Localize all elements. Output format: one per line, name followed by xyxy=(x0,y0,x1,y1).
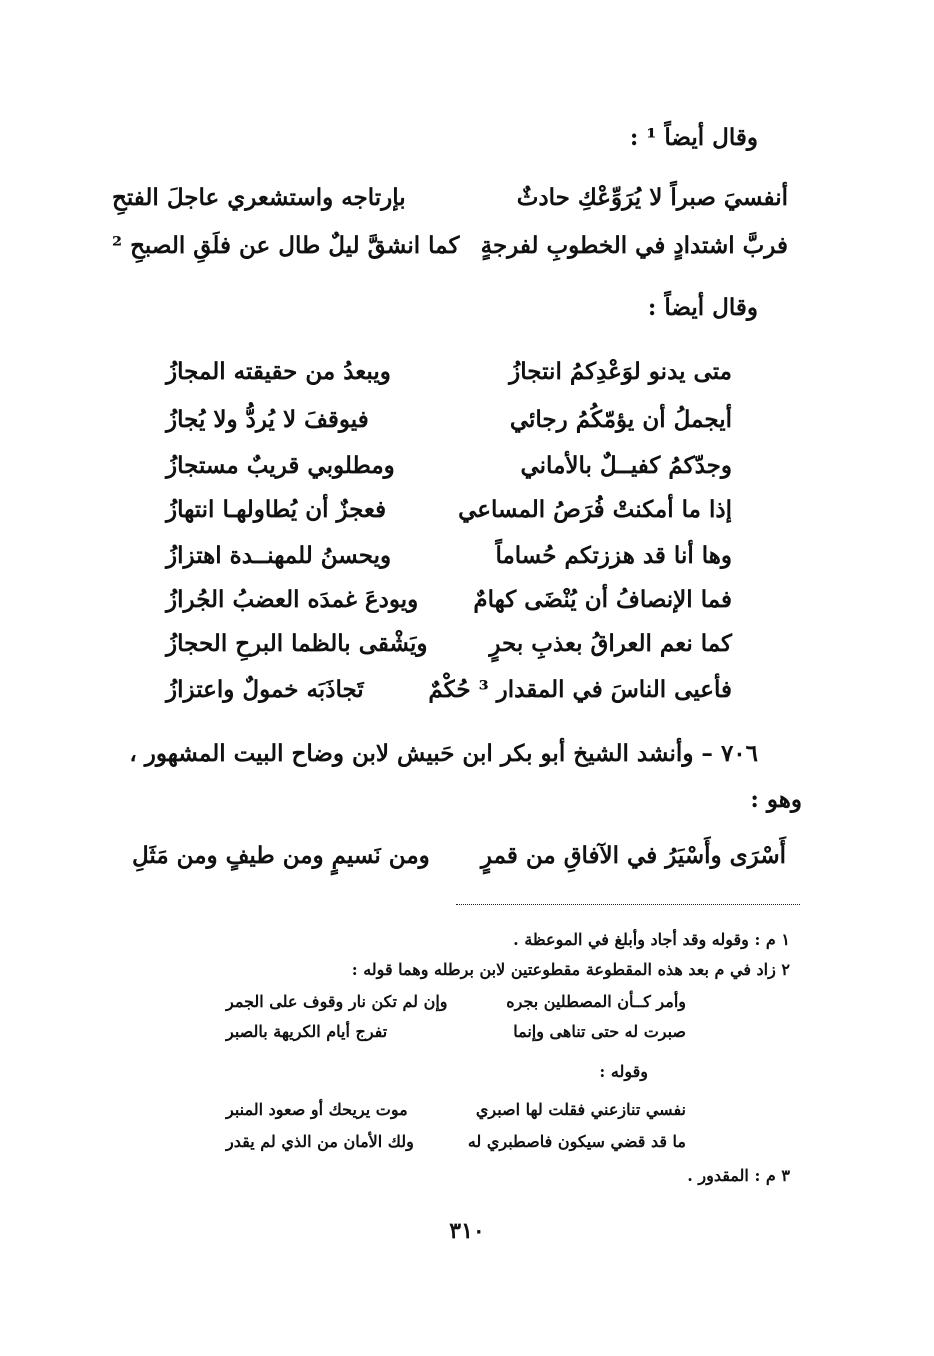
footnote-2-verse-3-right: نفسي تنازعني فقلت لها اصبري xyxy=(475,1100,686,1119)
verse-4-right: أيجملُ أن يؤمّكُمُ رجائي xyxy=(509,406,732,433)
footnote-2-verse-1-left: وإن لم تكن نار وقوف على الجمر xyxy=(226,992,448,1011)
verse-9-right: كما نعم العراقُ بعذبِ بحرٍ xyxy=(489,630,732,657)
footnote-2-verse-1-right: وأمر كــأن المصطلين بجره xyxy=(506,992,686,1011)
verse-3-left: ويبعدُ من حقيقته المجازُ xyxy=(166,358,391,385)
footnote-2-verse-3-left: موت يريحك أو صعود المنبر xyxy=(226,1100,408,1119)
verse-9 xyxy=(0,630,934,670)
footnote-2: ٢ زاد في م بعد هذه المقطوعة مقطوعتين لابن برطله وهما قوله : xyxy=(351,960,790,979)
verse-8 xyxy=(0,586,934,626)
section-heading-1: وقال أيضاً ¹ : xyxy=(629,124,758,151)
verse-7-left: ويحسنُ للمهنــدة اهتزازُ xyxy=(166,542,392,569)
verse-2-left: كما انشقَّ ليلٌ طال عن فلَقِ الصبحِ ² xyxy=(112,232,460,259)
item-706-line-2: وهو : xyxy=(750,786,802,813)
verse-9-left: ويَشْقى بالظما البرحِ الحجازُ xyxy=(166,630,428,657)
verse-6-left: فعجزٌ أن يُطاولهـا انتهازُ xyxy=(166,496,387,523)
final-verse-left: ومن نَسيمٍ ومن طيفٍ ومن مَثَلِ xyxy=(132,842,430,869)
verse-3 xyxy=(0,358,934,398)
verse-6-right: إذا ما أمكنتْ فُرَصُ المساعي xyxy=(458,496,732,523)
item-706-line-1: ٧٠٦ – وأنشد الشيخ أبو بكر ابن حَبيش لابن وضاح البيت المشهور ، xyxy=(129,740,758,767)
verse-2-right: فربَّ اشتدادٍ في الخطوبِ لفرجةٍ xyxy=(480,232,788,259)
verse-10 xyxy=(0,676,934,716)
verse-6 xyxy=(0,496,934,536)
verse-2 xyxy=(0,232,934,272)
footnote-2-verse-4-left: ولك الأمان من الذي لم يقدر xyxy=(226,1132,414,1151)
verse-5-left: ومطلوبي قريبٌ مستجازُ xyxy=(166,452,395,479)
verse-4 xyxy=(0,406,934,446)
page-number: ٣١٠ xyxy=(449,1218,485,1244)
verse-8-right: فما الإنصافُ أن يُنْضَى كهامٌ xyxy=(473,586,732,613)
verse-1-left: بإرتاجه واستشعري عاجلَ الفتحِ xyxy=(112,184,406,211)
verse-1 xyxy=(0,184,934,224)
footnote-divider xyxy=(456,904,800,905)
verse-3-right: متى يدنو لوَعْدِكمُ انتجازُ xyxy=(509,358,732,385)
verse-10-right: فأعيى الناسَ في المقدار ³ حُكْمٌ xyxy=(428,676,732,703)
final-verse-right: أَسْرَى وأَسْيَرُ في الآفاقِ من قمرٍ xyxy=(480,842,786,869)
verse-4-left: فيوقفَ لا يُردُّ ولا يُجازُ xyxy=(166,406,369,433)
footnote-2-verse-2-left: تفرج أيام الكريهة بالصبر xyxy=(226,1022,388,1041)
footnote-2-verse-2-right: صبرت له حتى تناهى وإنما xyxy=(513,1022,686,1041)
verse-8-left: ويودعَ غمدَه العضبُ الجُرازُ xyxy=(166,586,419,613)
verse-10-left: تَجاذَبَه خمولٌ واعتزازُ xyxy=(166,676,364,703)
verse-7 xyxy=(0,542,934,582)
verse-1-right: أنفسيَ صبراً لا يُرَوِّعْكِ حادثٌ xyxy=(516,184,788,211)
final-verse xyxy=(0,842,934,882)
footnote-3: ٣ م : المقدور . xyxy=(687,1166,790,1185)
footnote-2-verse-4-right: ما قد قضي سيكون فاصطبري له xyxy=(467,1132,686,1151)
footnote-1: ١ م : وقوله وقد أجاد وأبلغ في الموعظة . xyxy=(513,930,790,949)
section-heading-2: وقال أيضاً : xyxy=(647,294,758,321)
verse-5-right: وجدّكمُ كفيــلٌ بالأماني xyxy=(520,452,732,479)
verse-7-right: وها أنا قد هززتكم حُساماً xyxy=(495,542,732,569)
footnote-2-mid: وقوله : xyxy=(599,1062,648,1081)
verse-5 xyxy=(0,452,934,492)
